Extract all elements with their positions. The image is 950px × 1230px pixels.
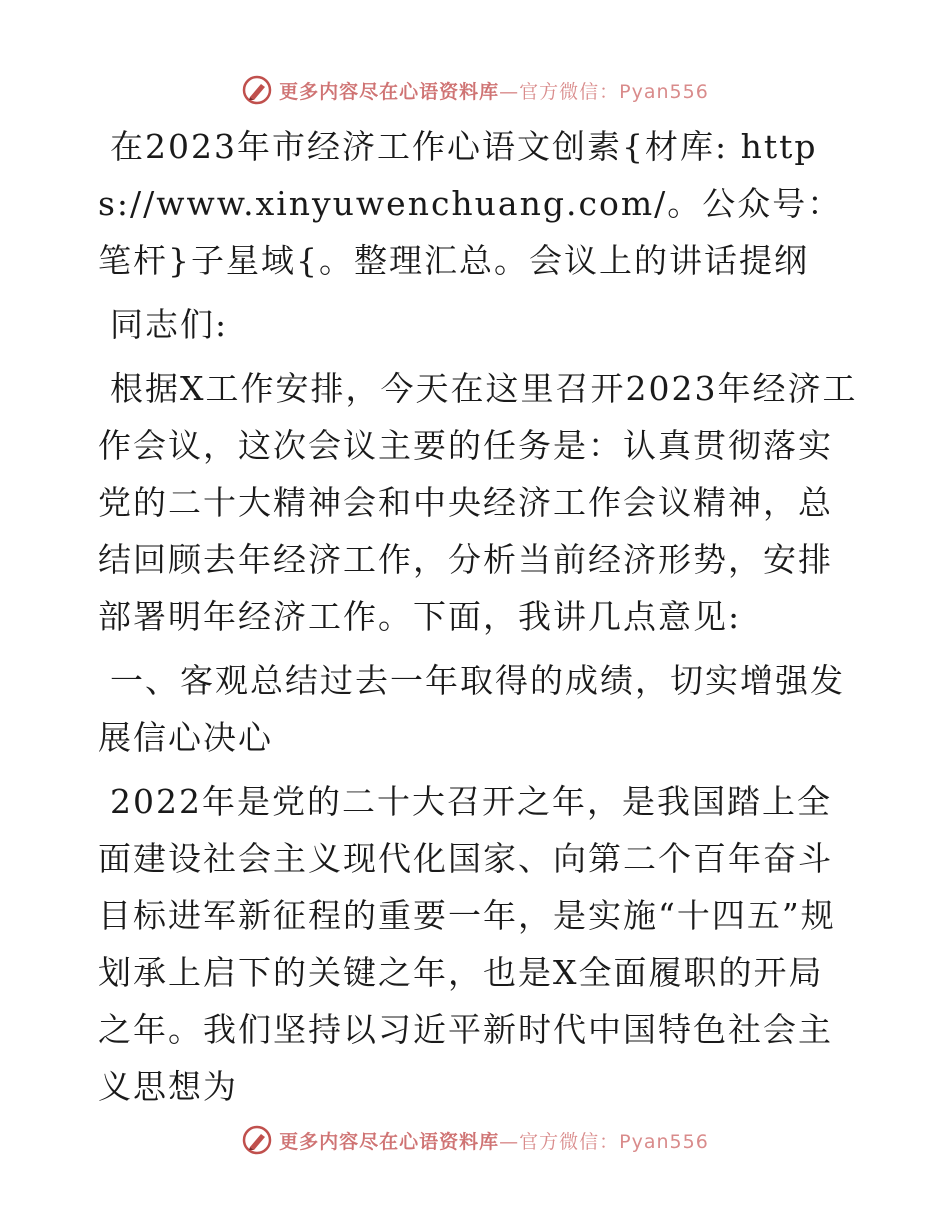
pen-logo-icon [241, 74, 273, 106]
pen-logo-icon [241, 1124, 273, 1156]
watermark-text [279, 1127, 709, 1154]
header-watermark-banner [0, 70, 950, 110]
section-heading-paragraph: 一、客观总结过去一年取得的成绩，切实增强发展信心决心 [98, 661, 845, 757]
watermark-contact-text: —官方微信：Pyan556 [499, 80, 709, 103]
watermark-main-text: 更多内容尽在心语资料库 [279, 80, 500, 103]
watermark-contact-text: —官方微信：Pyan556 [499, 1130, 709, 1153]
document-title-paragraph: 在2023年市经济工作心语文创素{材库: https://www.xinyuwenchuang.com/。公众号：笔杆}子星域{。整理汇总。会议上的讲话提纲 [98, 127, 843, 280]
footer-watermark-banner [0, 1120, 950, 1160]
body-paragraph: 2022年是党的二十大召开之年，是我国踏上全面建设社会主义现代化国家、向第二个百年奋斗目标进军新征程的重要一年，是实施“十四五”规划承上启下的关键之年，也是X全面履职的开局之年。我们坚持以习近平新时代中国特色社会主义思想为 [98, 782, 836, 1106]
watermark-text [279, 77, 709, 104]
intro-paragraph: 根据X工作安排，今天在这里召开2023年经济工作会议，这次会议主要的任务是：认真贯彻落实党的二十大精神会和中央经济工作会议精神，总结回顾去年经济工作，分析当前经济形势，安排部署明年经济工作。下面，我讲几点意见: [98, 369, 858, 636]
salutation-paragraph: 同志们: [110, 305, 229, 344]
watermark-main-text: 更多内容尽在心语资料库 [279, 1130, 500, 1153]
document-body [98, 118, 858, 1115]
